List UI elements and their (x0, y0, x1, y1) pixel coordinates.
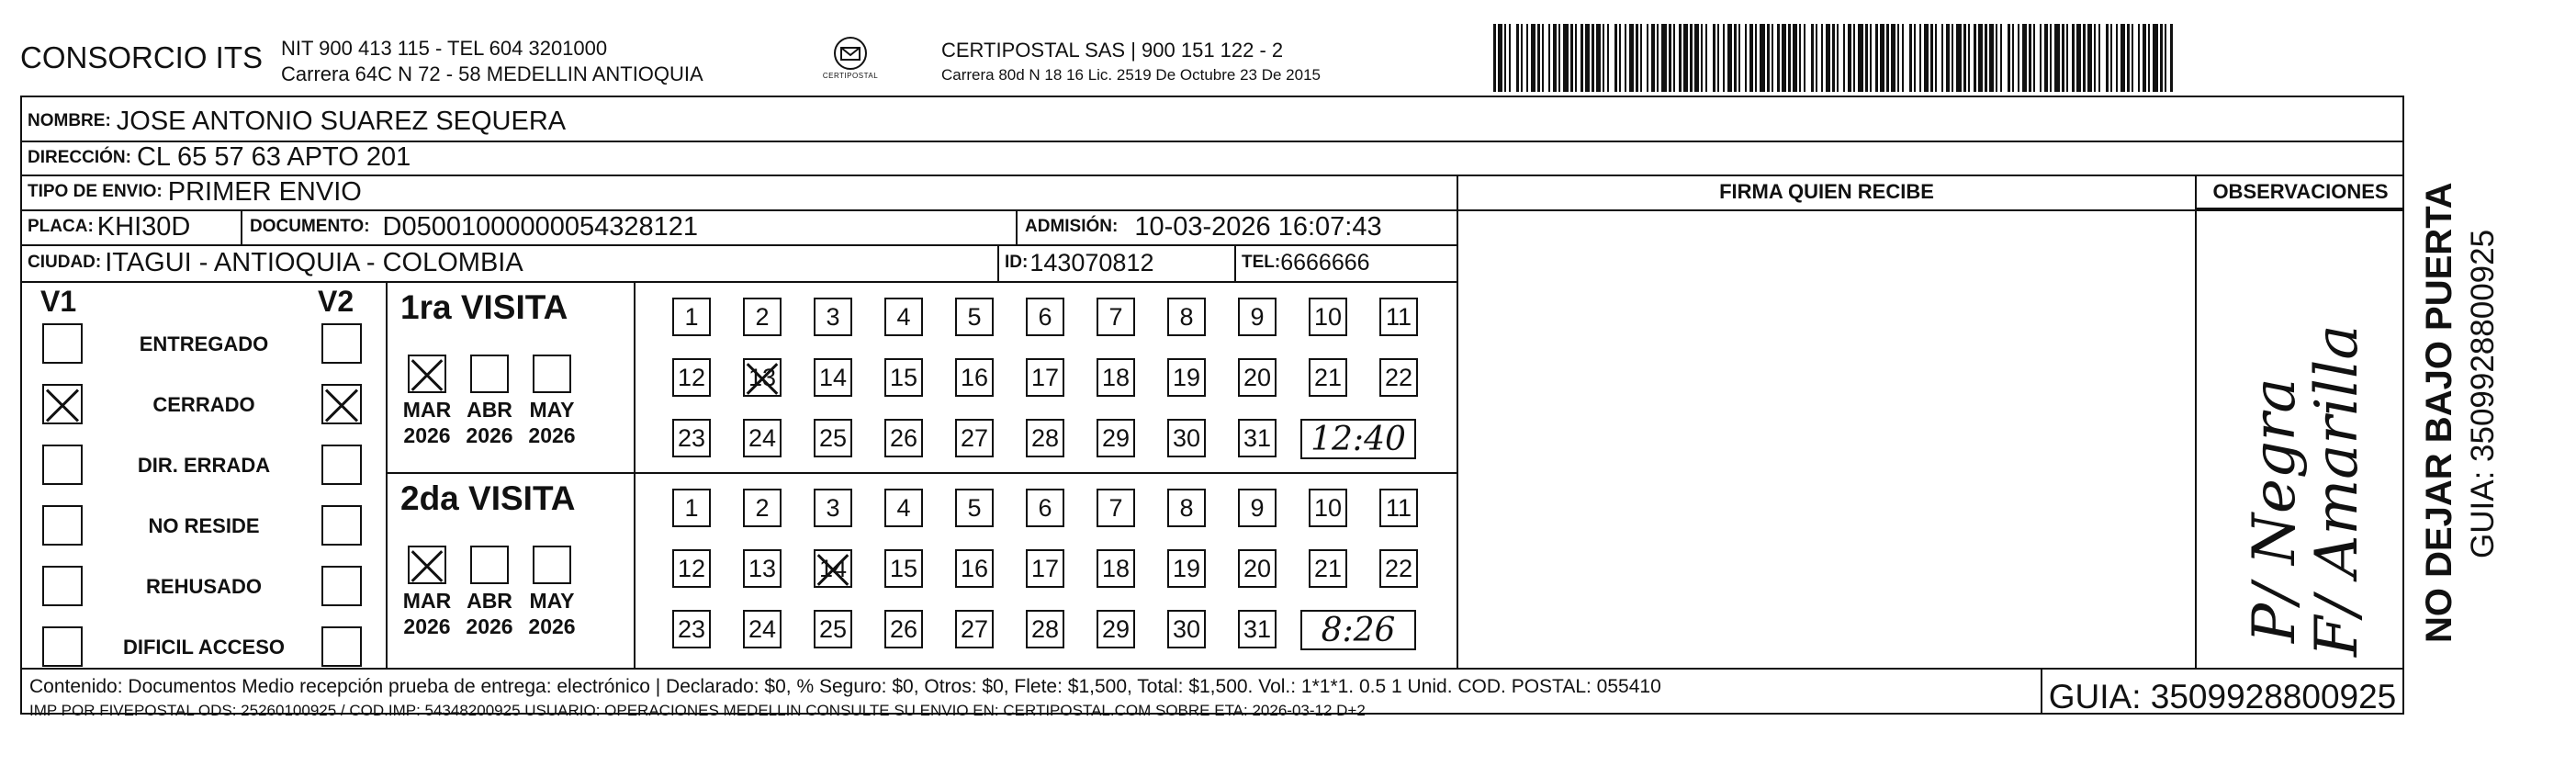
guia-bottom: GUIA: 3509928800925 (2048, 678, 2397, 715)
barcode-bar (1956, 24, 1962, 92)
id-value: 143070812 (1029, 248, 1154, 276)
tel-cell (1242, 244, 1370, 281)
barcode (1493, 24, 2177, 92)
barcode-bar (1777, 24, 1780, 92)
day-box[interactable]: 29 (1097, 419, 1135, 457)
month-year: 2026 (403, 423, 451, 447)
day-box[interactable]: 27 (955, 419, 994, 457)
barcode-bar (2062, 24, 2064, 92)
day-box[interactable]: 12 (672, 549, 711, 588)
barcode-bar (2040, 24, 2042, 92)
day-box[interactable]: 8 (1167, 298, 1206, 336)
barcode-bar (1837, 24, 1839, 92)
documento-label: DOCUMENTO: (250, 217, 370, 236)
day-box[interactable]: 29 (1097, 610, 1135, 648)
day-box[interactable]: 16 (955, 358, 994, 397)
barcode-bar (2165, 24, 2166, 92)
day-box[interactable]: 6 (1026, 489, 1064, 527)
day-box[interactable]: 13 (743, 549, 782, 588)
barcode-bar (1897, 24, 1899, 92)
barcode-bar (1575, 24, 1577, 92)
barcode-bar (1816, 24, 1817, 92)
barcode-bar (2148, 24, 2150, 92)
barcode-bar (1657, 24, 1659, 92)
signature-area (1458, 209, 2193, 667)
day-box[interactable]: 9 (1238, 489, 1277, 527)
day-box[interactable]: 5 (955, 489, 994, 527)
month-year: 2026 (466, 423, 513, 447)
barcode-bar (1690, 24, 1693, 92)
day-box[interactable]: 14 (814, 549, 852, 588)
barcode-bar (1516, 24, 1519, 92)
barcode-bar (1679, 24, 1682, 92)
company-address: Carrera 64C N 72 - 58 MEDELLIN ANTIOQUIA (281, 62, 703, 85)
month-name: MAR (402, 589, 452, 613)
month-label (520, 588, 584, 639)
firma-header: FIRMA QUIEN RECIBE (1719, 180, 1934, 203)
month-name: MAR (402, 398, 452, 422)
visit-time: 12:40 (1300, 419, 1416, 459)
day-box[interactable]: 7 (1097, 298, 1135, 336)
documento-value: D05001000000054328121 (382, 211, 699, 242)
month-name: ABR (467, 398, 512, 422)
barcode-bar (2000, 24, 2002, 92)
admision-cell (1025, 209, 1382, 244)
v1-checkbox[interactable] (42, 445, 83, 485)
direccion-value: CL 65 57 63 APTO 201 (136, 142, 411, 172)
barcode-bar (1727, 24, 1732, 92)
barcode-bar (1521, 24, 1523, 92)
barcode-bar (1930, 24, 1933, 92)
month-checkbox[interactable] (408, 546, 446, 584)
day-box[interactable]: 5 (955, 298, 994, 336)
day-box[interactable]: 19 (1167, 549, 1206, 588)
barcode-bar (1946, 24, 1950, 92)
visit-title: 2da VISITA (400, 479, 576, 517)
day-box[interactable]: 9 (1238, 298, 1277, 336)
barcode-bar (2018, 24, 2019, 92)
barcode-bar (1705, 24, 1707, 92)
tipo-envio-label: TIPO DE ENVIO: (28, 182, 163, 201)
barcode-bar (1651, 24, 1655, 92)
barcode-bar (1909, 24, 1912, 92)
month-label (520, 397, 584, 448)
barcode-bar (1985, 24, 1987, 92)
day-box[interactable]: 7 (1097, 489, 1135, 527)
barcode-bar (1531, 24, 1535, 92)
barcode-bar (1603, 24, 1604, 92)
barcode-bar (1978, 24, 1983, 92)
nombre-value: JOSE ANTONIO SUAREZ SEQUERA (116, 106, 567, 136)
barcode-bar (2138, 24, 2140, 92)
day-box[interactable]: 27 (955, 610, 994, 648)
barcode-bar (1625, 24, 1626, 92)
day-box[interactable]: 1 (672, 489, 711, 527)
barcode-bar (2022, 24, 2027, 92)
day-box[interactable]: 30 (1167, 419, 1206, 457)
barcode-bar (1996, 24, 1997, 92)
barcode-bar (1799, 24, 1801, 92)
day-box[interactable]: 28 (1026, 610, 1064, 648)
status-label: DIFICIL ACCESO (122, 636, 285, 659)
ciudad-value: ITAGUI - ANTIOQUIA - COLOMBIA (105, 247, 523, 277)
id-label: ID: (1005, 253, 1029, 272)
barcode-bar (1793, 24, 1797, 92)
barcode-bar (2116, 24, 2118, 92)
no-dejar-bajo-puerta: NO DEJAR BAJO PUERTA (2419, 182, 2459, 643)
barcode-bar (1580, 24, 1583, 92)
month-year: 2026 (466, 614, 513, 638)
barcode-bar (1935, 24, 1937, 92)
day-box[interactable]: 25 (814, 419, 852, 457)
barcode-bar (1640, 24, 1642, 92)
ciudad-label: CIUDAD: (28, 253, 102, 272)
v1-checkbox[interactable] (42, 505, 83, 546)
barcode-bar (2072, 24, 2075, 92)
direccion-label: DIRECCIÓN: (28, 147, 131, 167)
status-label: DIR. ERRADA (137, 454, 271, 477)
day-box[interactable]: 2 (743, 489, 782, 527)
day-box[interactable]: 15 (884, 358, 923, 397)
barcode-bar (1760, 24, 1765, 92)
barcode-bar (1875, 24, 1878, 92)
barcode-bar (2110, 24, 2112, 92)
barcode-bar (1647, 24, 1648, 92)
day-box[interactable]: 30 (1167, 610, 1206, 648)
barcode-bar (1952, 24, 1953, 92)
barcode-bar (1832, 24, 1835, 92)
barcode-bar (2076, 24, 2081, 92)
day-box[interactable]: 20 (1238, 549, 1277, 588)
barcode-bar (1865, 24, 1868, 92)
observaciones-header: OBSERVACIONES (2212, 180, 2389, 203)
day-box[interactable]: 4 (884, 298, 923, 336)
v2-checkbox[interactable] (321, 445, 362, 485)
barcode-bar (1683, 24, 1688, 92)
barcode-bar (1891, 24, 1895, 92)
admision-label: ADMISIÓN: (1025, 217, 1119, 236)
barcode-bar (2120, 24, 2125, 92)
barcode-bar (2044, 24, 2048, 92)
v2-checkbox[interactable] (321, 626, 362, 667)
month-label (395, 397, 459, 448)
barcode-graphic (1493, 24, 2177, 92)
barcode-bar (1858, 24, 1863, 92)
barcode-bar (2127, 24, 2130, 92)
barcode-bar (1924, 24, 1929, 92)
barcode-bar (2094, 24, 2096, 92)
day-box[interactable]: 16 (955, 549, 994, 588)
certipostal-info: CERTIPOSTAL SAS | 900 151 122 - 2 (941, 39, 1284, 62)
barcode-bar (2029, 24, 2031, 92)
day-box[interactable]: 8 (1167, 489, 1206, 527)
barcode-bar (1717, 24, 1719, 92)
day-box[interactable]: 23 (672, 610, 711, 648)
visit-title: 1ra VISITA (400, 288, 568, 326)
v2-checkbox[interactable] (321, 505, 362, 546)
barcode-bar (1963, 24, 1966, 92)
month-checkbox[interactable] (533, 355, 571, 393)
barcode-bar (1804, 24, 1805, 92)
barcode-bar (2153, 24, 2158, 92)
barcode-bar (1636, 24, 1638, 92)
month-checkbox[interactable] (533, 546, 571, 584)
day-box[interactable]: 6 (1026, 298, 1064, 336)
company-nit: NIT 900 413 115 - TEL 604 3201000 (281, 37, 608, 60)
v2-checkbox[interactable] (321, 384, 362, 424)
ciudad-cell (28, 244, 523, 281)
month-year: 2026 (528, 614, 576, 638)
certipostal-license: Carrera 80d N 18 16 Lic. 2519 De Octubre 23 De 2015 (941, 66, 1321, 84)
envelope-logo-icon (832, 35, 869, 72)
status-label: REHUSADO (146, 575, 262, 598)
barcode-bar (2033, 24, 2035, 92)
day-box[interactable]: 14 (814, 358, 852, 397)
day-box[interactable]: 31 (1238, 419, 1277, 457)
nombre-row (28, 103, 566, 140)
barcode-bar (1880, 24, 1884, 92)
barcode-bar (2132, 24, 2133, 92)
barcode-bar (1734, 24, 1737, 92)
status-label: ENTREGADO (139, 332, 269, 355)
footer-content: Contenido: Documentos Medio recepción prueba de entrega: electrónico | Declarado: $0, % Seguro: $0, Otros: $0, Flete: $1,500, Total: $1,500. Vol.: 1*1*1. 0.5 1 Unid. COD. POSTAL: 055410 (29, 676, 1661, 697)
month-checkbox[interactable] (470, 355, 509, 393)
day-box[interactable]: 17 (1026, 358, 1064, 397)
footer-print-info: IMP POR FIVEPOSTAL ODS: 25260100925 / COD.IMP: 54348200925 USUARIO: OPERACIONES MEDELLIN CONSULTE SU ENVIO EN: CERTIPOSTAL.COM SOBRE ETA: 2026-03-12 D+2 (29, 702, 1366, 719)
guia-vertical: GUIA: 3509928800925 (2465, 229, 2501, 558)
barcode-bar (1558, 24, 1560, 92)
barcode-bar (1542, 24, 1544, 92)
barcode-bar (1673, 24, 1675, 92)
month-checkbox[interactable] (408, 355, 446, 393)
day-box[interactable]: 3 (814, 489, 852, 527)
direccion-row (28, 141, 411, 175)
barcode-bar (1767, 24, 1770, 92)
nombre-label: NOMBRE: (28, 111, 111, 130)
day-box[interactable]: 3 (814, 298, 852, 336)
v1-checkbox[interactable] (42, 626, 83, 667)
v1-checkbox[interactable] (42, 384, 83, 424)
v1-checkbox[interactable] (42, 323, 83, 364)
logo-caption: CERTIPOSTAL (822, 72, 879, 80)
day-box[interactable]: 1 (672, 298, 711, 336)
barcode-bar (1661, 24, 1667, 92)
placa-cell (28, 209, 190, 244)
placa-value: KHI30D (96, 211, 191, 242)
day-box[interactable]: 28 (1026, 419, 1064, 457)
day-box[interactable]: 22 (1379, 358, 1418, 397)
barcode-bar (2087, 24, 2092, 92)
company-name: CONSORCIO ITS (20, 40, 264, 74)
v2-header: V2 (318, 285, 354, 318)
barcode-bar (2008, 24, 2010, 92)
barcode-bar (2143, 24, 2146, 92)
v1-header: V1 (40, 285, 77, 318)
day-box[interactable]: 11 (1379, 489, 1418, 527)
month-name: MAY (529, 589, 575, 613)
documento-cell (250, 209, 698, 244)
barcode-bar (2054, 24, 2060, 92)
barcode-bar (1821, 24, 1823, 92)
day-box[interactable]: 10 (1309, 489, 1347, 527)
barcode-bar (1848, 24, 1851, 92)
tel-label: TEL: (1242, 253, 1281, 272)
barcode-bar (1782, 24, 1786, 92)
barcode-bar (1619, 24, 1621, 92)
v2-checkbox[interactable] (321, 566, 362, 606)
day-box[interactable]: 18 (1097, 358, 1135, 397)
barcode-bar (1526, 24, 1528, 92)
barcode-bar (1843, 24, 1845, 92)
status-label: CERRADO (152, 393, 255, 416)
month-year: 2026 (403, 614, 451, 638)
barcode-bar (1723, 24, 1725, 92)
day-box[interactable]: 19 (1167, 358, 1206, 397)
barcode-bar (1592, 24, 1594, 92)
day-box[interactable]: 10 (1309, 298, 1347, 336)
barcode-bar (1914, 24, 1916, 92)
barcode-bar (1974, 24, 1976, 92)
barcode-bar (1607, 24, 1609, 92)
day-box[interactable]: 2 (743, 298, 782, 336)
day-box[interactable]: 23 (672, 419, 711, 457)
barcode-bar (1629, 24, 1634, 92)
id-cell (1005, 244, 1153, 281)
barcode-bar (1548, 24, 1550, 92)
barcode-bar (2160, 24, 2163, 92)
barcode-bar (1669, 24, 1671, 92)
barcode-bar (1826, 24, 1830, 92)
day-box[interactable]: 31 (1238, 610, 1277, 648)
month-name: ABR (467, 589, 512, 613)
v1-checkbox[interactable] (42, 566, 83, 606)
barcode-bar (1941, 24, 1943, 92)
day-box[interactable]: 13 (743, 358, 782, 397)
barcode-bar (2106, 24, 2109, 92)
day-box[interactable]: 26 (884, 610, 923, 648)
day-box[interactable]: 25 (814, 610, 852, 648)
barcode-bar (2050, 24, 2052, 92)
barcode-bar (2098, 24, 2100, 92)
barcode-bar (2083, 24, 2086, 92)
barcode-bar (1968, 24, 1970, 92)
barcode-bar (1614, 24, 1617, 92)
day-box[interactable]: 17 (1026, 549, 1064, 588)
barcode-bar (1788, 24, 1791, 92)
barcode-bar (1853, 24, 1855, 92)
status-label: NO RESIDE (148, 514, 260, 537)
barcode-bar (1749, 24, 1753, 92)
day-box[interactable]: 4 (884, 489, 923, 527)
day-box[interactable]: 15 (884, 549, 923, 588)
barcode-bar (2170, 24, 2173, 92)
barcode-bar (1811, 24, 1814, 92)
v2-checkbox[interactable] (321, 323, 362, 364)
barcode-bar (1738, 24, 1740, 92)
month-label (457, 588, 522, 639)
day-box[interactable]: 18 (1097, 549, 1135, 588)
day-box[interactable]: 20 (1238, 358, 1277, 397)
barcode-bar (1755, 24, 1757, 92)
tipo-envio-value: PRIMER ENVIO (167, 176, 362, 207)
day-box[interactable]: 24 (743, 419, 782, 457)
certipostal-logo (814, 35, 887, 90)
barcode-bar (1694, 24, 1699, 92)
day-box[interactable]: 11 (1379, 298, 1418, 336)
month-name: MAY (529, 398, 575, 422)
barcode-bar (1596, 24, 1601, 92)
month-label (395, 588, 459, 639)
barcode-bar (1902, 24, 1904, 92)
day-box[interactable]: 21 (1309, 549, 1347, 588)
month-label (457, 397, 522, 448)
barcode-bar (1509, 24, 1511, 92)
admision-value: 10-03-2026 16:07:43 (1134, 211, 1382, 242)
barcode-bar (1493, 24, 1496, 92)
day-box[interactable]: 26 (884, 419, 923, 457)
day-box[interactable]: 24 (743, 610, 782, 648)
day-box[interactable]: 22 (1379, 549, 1418, 588)
barcode-bar (1989, 24, 1994, 92)
barcode-bar (1498, 24, 1502, 92)
visit-time: 8:26 (1300, 610, 1416, 650)
barcode-bar (1886, 24, 1889, 92)
barcode-bar (1772, 24, 1773, 92)
observaciones-note-2: F/ Amarilla (2303, 324, 2371, 657)
barcode-bar (1585, 24, 1590, 92)
tipo-envio-row (28, 175, 362, 209)
barcode-bar (1701, 24, 1703, 92)
barcode-bar (1537, 24, 1540, 92)
month-checkbox[interactable] (470, 546, 509, 584)
barcode-bar (1713, 24, 1715, 92)
barcode-bar (1870, 24, 1872, 92)
placa-label: PLACA: (28, 217, 94, 236)
observaciones-note-1: P/ Negra (2241, 377, 2309, 643)
tel-value: 6666666 (1280, 249, 1370, 276)
month-year: 2026 (528, 423, 576, 447)
barcode-bar (1553, 24, 1557, 92)
barcode-bar (2012, 24, 2014, 92)
barcode-bar (1570, 24, 1573, 92)
barcode-bar (1504, 24, 1506, 92)
barcode-bar (1745, 24, 1747, 92)
day-box[interactable]: 21 (1309, 358, 1347, 397)
barcode-bar (1563, 24, 1569, 92)
barcode-bar (1919, 24, 1921, 92)
day-box[interactable]: 12 (672, 358, 711, 397)
barcode-bar (2066, 24, 2068, 92)
